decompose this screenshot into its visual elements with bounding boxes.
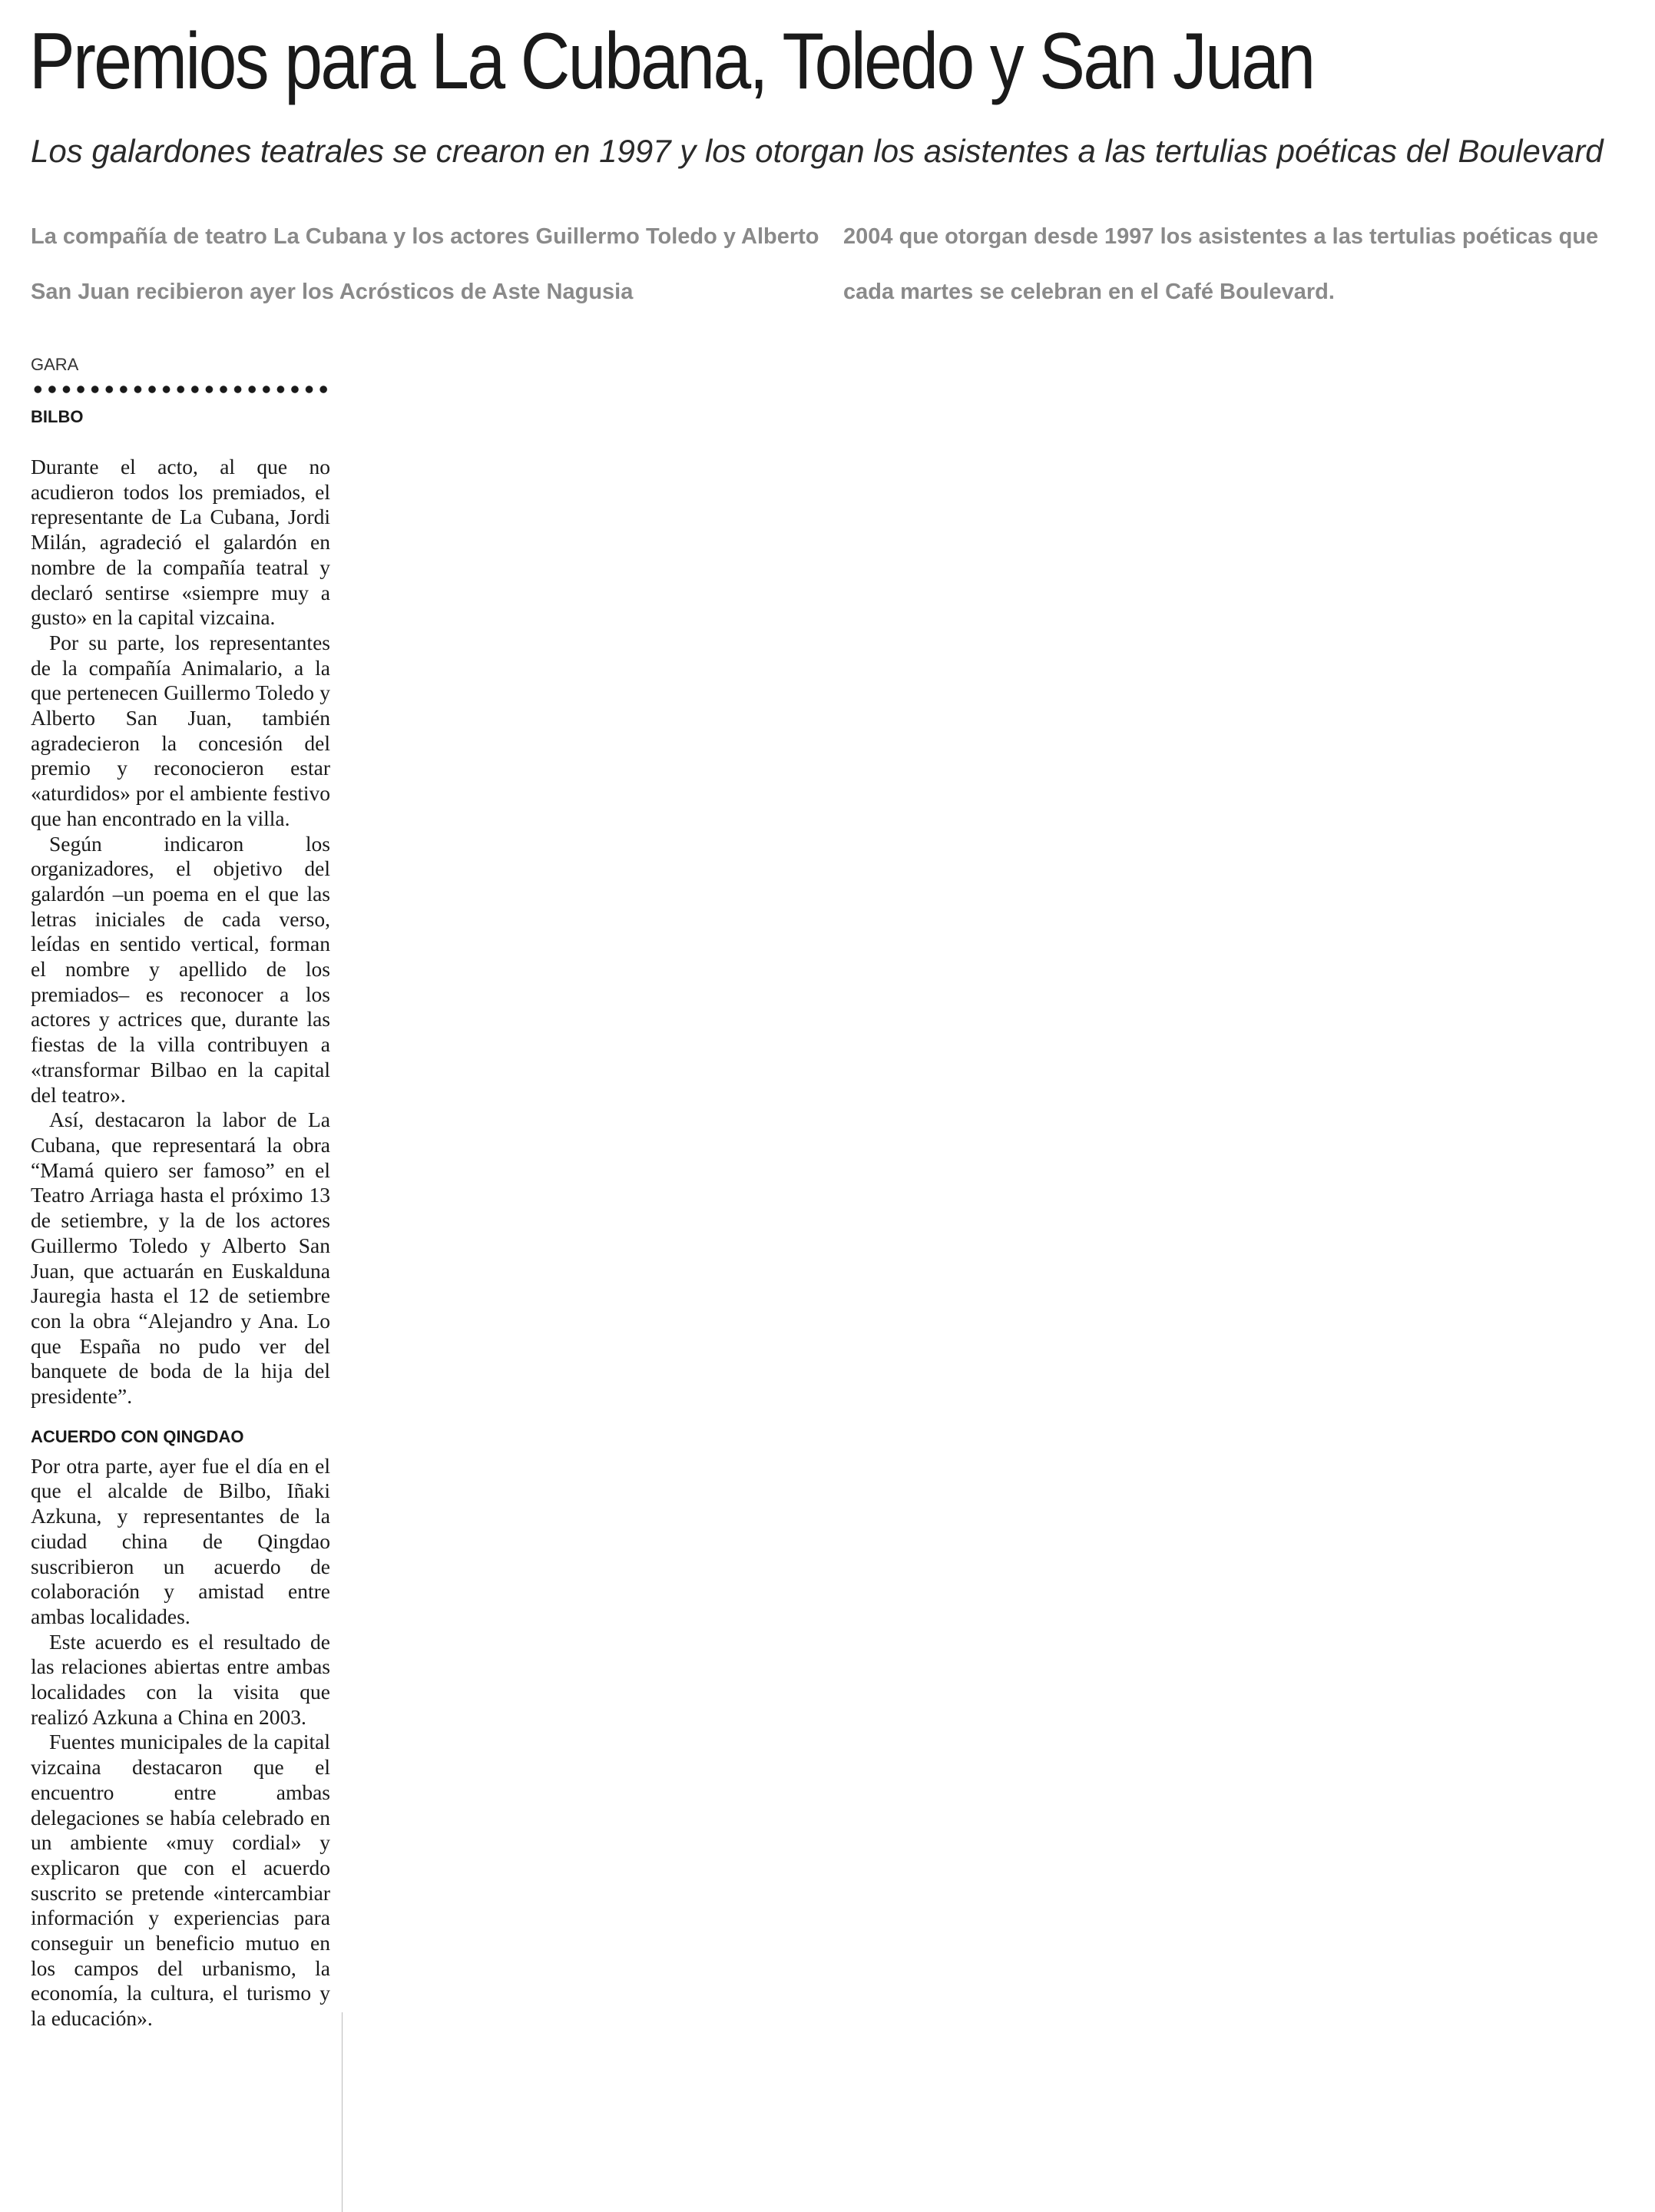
subtitle: Los galardones teatrales se crearon en 1997 y los otorgan los asistentes a las tertulias poéticas del Boulevard — [31, 133, 1604, 169]
dateline-location: BILBO — [31, 407, 84, 426]
body-paragraph: Durante el acto, al que no acudieron todos los premiados, el representante de La Cubana, Jordi Milán, agradeció el galardón en nombre de la compañía teatral y declaró sentirse «siempre muy a gusto» en la capital vizcaina. — [31, 455, 330, 630]
dotted-separator — [31, 382, 330, 396]
body-paragraph: Este acuerdo es el resultado de las relaciones abiertas entre ambas localidades con la visita que realizó Azkuna a China en 2003. — [31, 1629, 330, 1729]
lead-text-right: 2004 que otorgan desde 1997 los asistentes a las tertulias poéticas que cada martes se celebran en el Café Boulevard. — [843, 224, 1599, 304]
section-heading: ACUERDO CON QINGDAO — [31, 1426, 244, 1446]
body-paragraph: Por su parte, los representantes de la compañía Animalario, a la que pertenecen Guillermo Toledo y Alberto San Juan, también agradecieron la concesión del premio y reconocieron estar «aturdidos» por el ambiente festivo que han encontrado en la villa. — [31, 630, 330, 830]
headline: Premios para La Cubana, Toledo y San Juan — [29, 17, 1314, 106]
body-column — [31, 455, 330, 2032]
body-paragraph: Fuentes municipales de la capital vizcaina destacaron que el encuentro entre ambas delegaciones se había celebrado en un ambiente «muy cordial» y explicaron que con el acuerdo suscrito se pretende «intercambiar información y experiencias para conseguir un beneficio mutuo en los campos del urbanismo, la economía, la cultura, el turismo y la educación». — [31, 1730, 330, 2031]
lead-text-left: La compañía de teatro La Cubana y los actores Guillermo Toledo y Alberto San Juan recibieron ayer los Acrósticos de Aste Nagusia — [31, 224, 819, 304]
byline: GARA — [31, 355, 79, 374]
body-paragraph: Por otra parte, ayer fue el día en el que el alcalde de Bilbo, Iñaki Azkuna, y representantes de la ciudad china de Qingdao suscribieron un acuerdo de colaboración y amistad entre ambas localidades. — [31, 1453, 330, 1628]
body-paragraph: Así, destacaron la labor de La Cubana, que representará la obra “Mamá quiero ser famoso” en el Teatro Arriaga hasta el próximo 13 de setiembre, y la de los actores Guillermo Toledo y Alberto San Juan, que actuarán en Euskalduna Jauregia hasta el 12 de setiembre con la obra “Alejandro y Ana. Lo que España no pudo ver del banquete de boda de la hija del presidente”. — [31, 1108, 330, 1409]
column-rule — [342, 2012, 343, 2212]
body-paragraph: Según indicaron los organizadores, el objetivo del galardón –un poema en el que las letras iniciales de cada verso, leídas en sentido vertical, forman el nombre y apellido de los premiados– es reconocer a los actores y actrices que, durante las fiestas de la villa contribuyen a «transformar Bilbao en la capital del teatro». — [31, 831, 330, 1107]
